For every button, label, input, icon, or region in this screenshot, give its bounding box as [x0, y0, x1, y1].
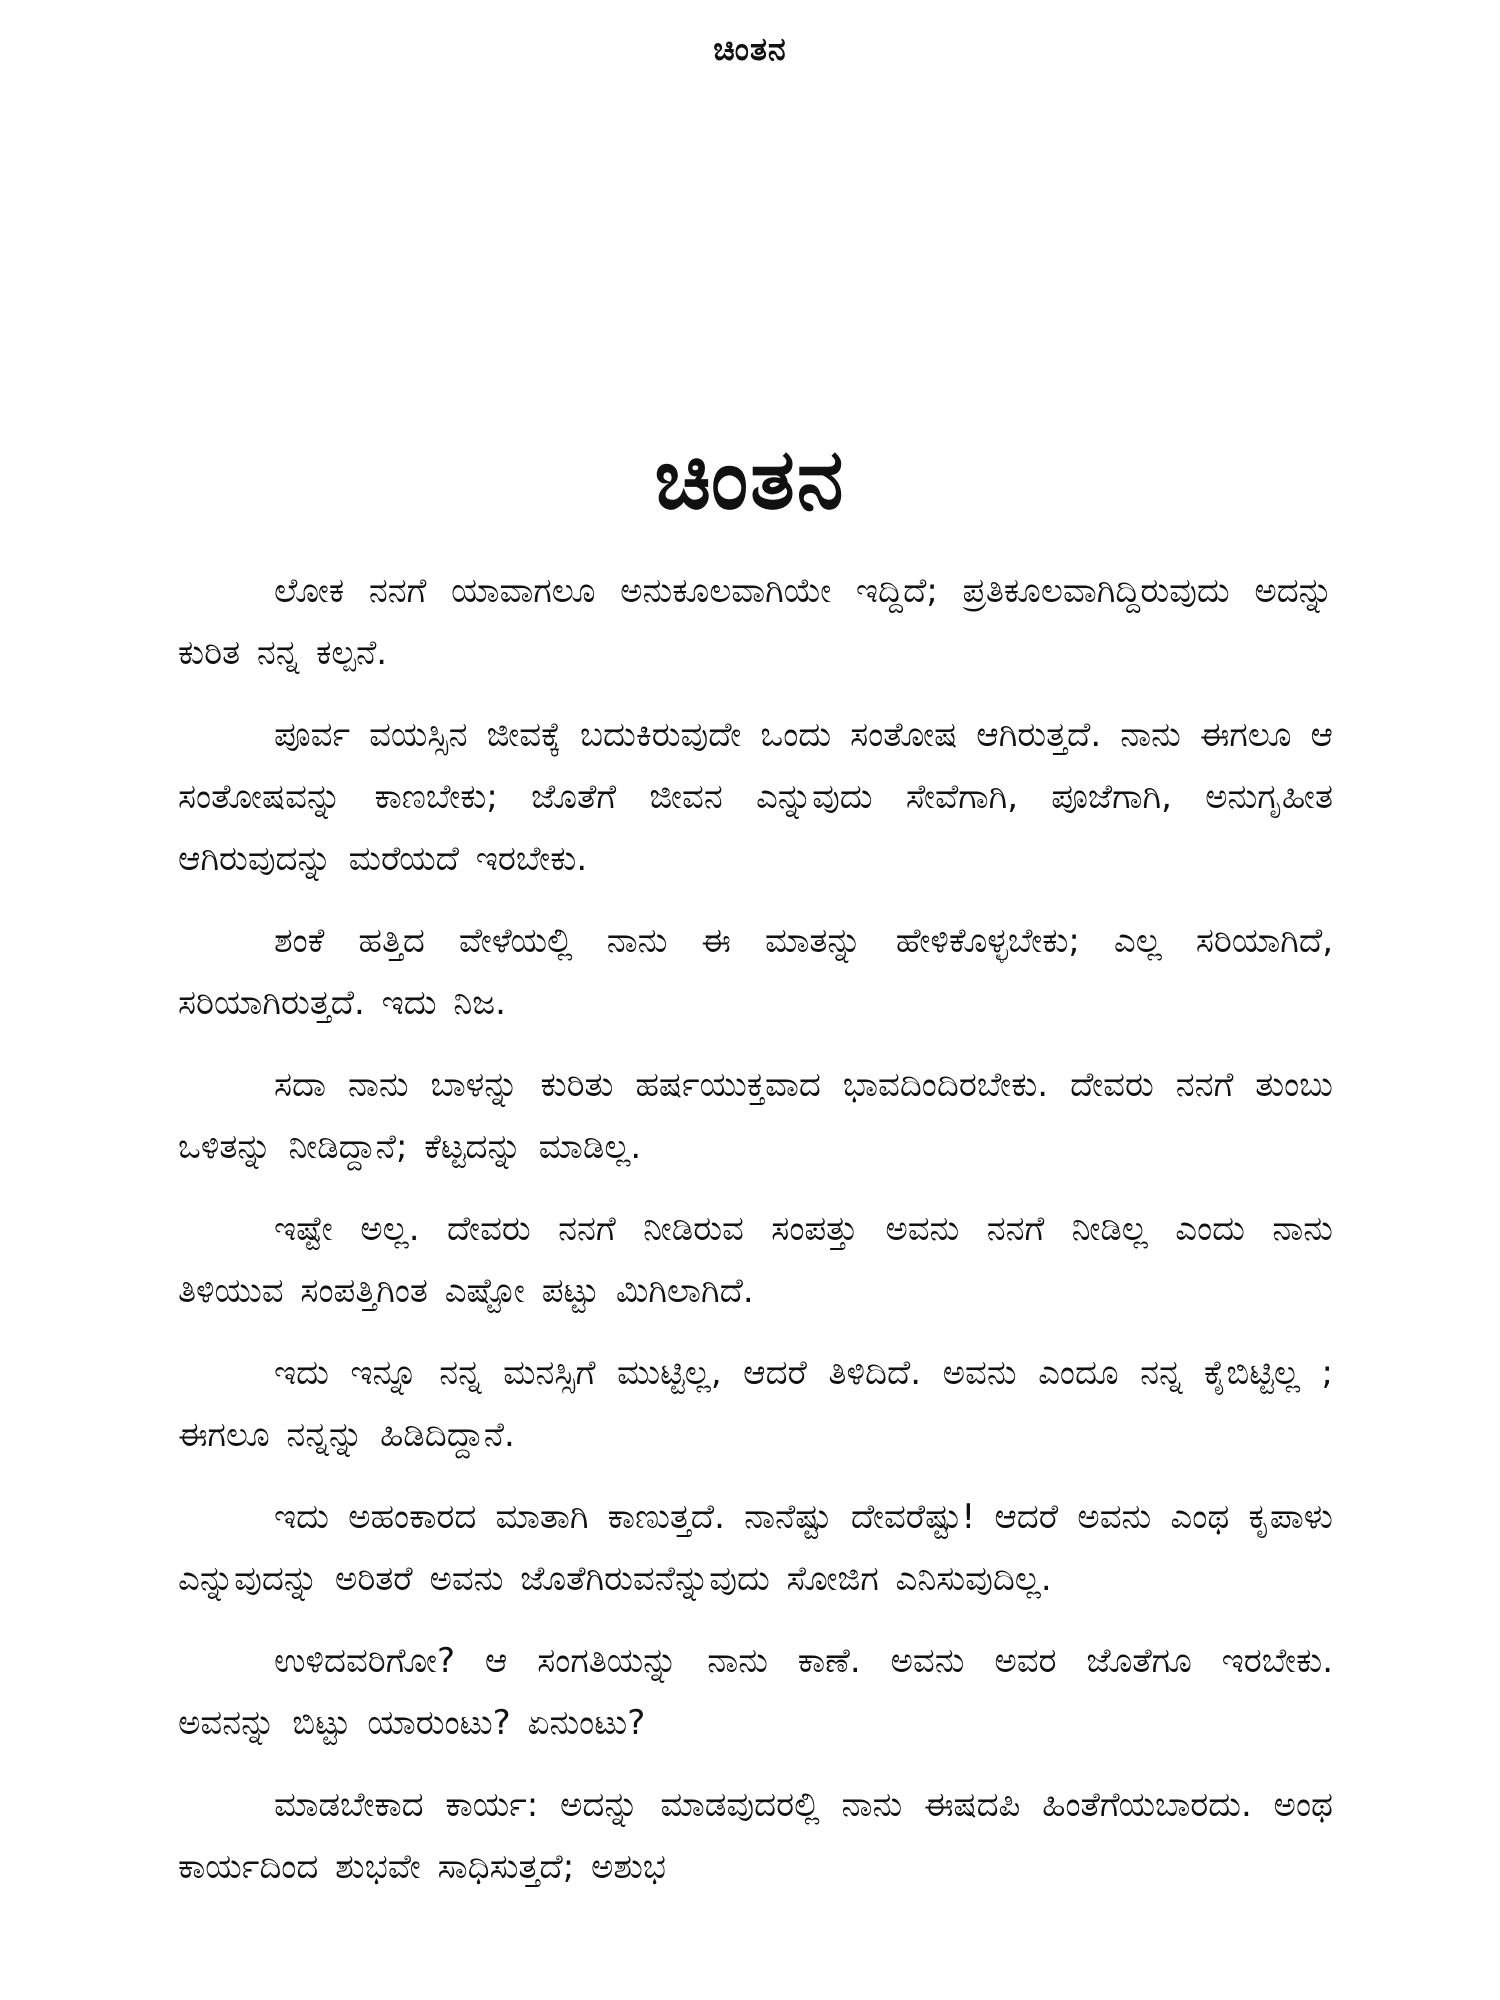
- chapter-title: ಚಿಂತನ: [654, 430, 846, 528]
- paragraph-3: ಶಂಕೆ ಹತ್ತಿದ ವೇಳೆಯಲ್ಲಿ ನಾನು ಈ ಮಾತನ್ನು ಹೇಳಿಕೊಳ್ಳಬೇಕು; ಎಲ್ಲ ಸರಿಯಾಗಿದೆ, ಸರಿಯಾಗಿರುತ್ತದೆ. ಇದು ನಿಜ.: [178, 921, 1333, 1023]
- running-head-title: ಚಿಂತನ: [713, 30, 787, 68]
- paragraph-2: ಪೂರ್ವ ವಯಸ್ಸಿನ ಜೀವಕ್ಕೆ ಬದುಕಿರುವುದೇ ಒಂದು ಸಂತೋಷ ಆಗಿರುತ್ತದೆ. ನಾನು ಈಗಲೂ ಆ ಸಂತೋಷವನ್ನು ಕಾಣಬೇಕು; ಜೊತೆಗೆ ಜೀವನ ಎನ್ನುವುದು ಸೇವೆಗಾಗಿ, ಪೂಜೆಗಾಗಿ, ಅನುಗೃಹೀತ ಆಗಿರುವುದನ್ನು ಮರೆಯದೆ ಇರಬೇಕು.: [178, 715, 1333, 879]
- paragraph-9: ಮಾಡಬೇಕಾದ ಕಾರ್ಯ: ಅದನ್ನು ಮಾಡವುದರಲ್ಲಿ ನಾನು ಈಷದಪಿ ಹಿಂತೆಗೆಯಬಾರದು. ಅಂಥ ಕಾರ್ಯದಿಂದ ಶುಭವೇ ಸಾಧಿಸುತ್ತದೆ; ಅಶುಭ: [178, 1785, 1333, 1887]
- body-text: [178, 560, 1333, 1918]
- paragraph-4: ಸದಾ ನಾನು ಬಾಳನ್ನು ಕುರಿತು ಹರ್ಷಯುಕ್ತವಾದ ಭಾವದಿಂದಿರಬೇಕು. ದೇವರು ನನಗೆ ತುಂಬು ಒಳಿತನ್ನು ನೀಡಿದ್ದಾನೆ; ಕೆಟ್ಟದನ್ನು ಮಾಡಿಲ್ಲ.: [178, 1065, 1333, 1167]
- paragraph-6: ಇದು ಇನ್ನೂ ನನ್ನ ಮನಸ್ಸಿಗೆ ಮುಟ್ಟಿಲ್ಲ, ಆದರೆ ತಿಳಿದಿದೆ. ಅವನು ಎಂದೂ ನನ್ನ ಕೈಬಿಟ್ಟಿಲ್ಲ ; ಈಗಲೂ ನನ್ನನ್ನು ಹಿಡಿದಿದ್ದಾನೆ.: [178, 1353, 1333, 1455]
- paragraph-1: ಲೋಕ ನನಗೆ ಯಾವಾಗಲೂ ಅನುಕೂಲವಾಗಿಯೇ ಇದ್ದಿದೆ; ಪ್ರತಿಕೂಲವಾಗಿದ್ದಿರುವುದು ಅದನ್ನು ಕುರಿತ ನನ್ನ ಕಲ್ಪನೆ.: [178, 571, 1333, 673]
- paragraph-7: ಇದು ಅಹಂಕಾರದ ಮಾತಾಗಿ ಕಾಣುತ್ತದೆ. ನಾನೆಷ್ಟು ದೇವರೆಷ್ಟು! ಆದರೆ ಅವನು ಎಂಥ ಕೃಪಾಳು ಎನ್ನುವುದನ್ನು ಅರಿತರೆ ಅವನು ಜೊತೆಗಿರುವನೆನ್ನುವುದು ಸೋಜಿಗ ಎನಿಸುವುದಿಲ್ಲ.: [178, 1497, 1333, 1599]
- paragraph-5: ಇಷ್ಟೇ ಅಲ್ಲ. ದೇವರು ನನಗೆ ನೀಡಿರುವ ಸಂಪತ್ತು ಅವನು ನನಗೆ ನೀಡಿಲ್ಲ ಎಂದು ನಾನು ತಿಳಿಯುವ ಸಂಪತ್ತಿಗಿಂತ ಎಷ್ಟೋ ಪಟ್ಟು ಮಿಗಿಲಾಗಿದೆ.: [178, 1209, 1333, 1311]
- paragraph-8: ಉಳಿದವರಿಗೋ? ಆ ಸಂಗತಿಯನ್ನು ನಾನು ಕಾಣೆ. ಅವನು ಅವರ ಜೊತೆಗೂ ಇರಬೇಕು. ಅವನನ್ನು ಬಿಟ್ಟು ಯಾರುಂಟು? ಏನುಂಟು?: [178, 1641, 1333, 1743]
